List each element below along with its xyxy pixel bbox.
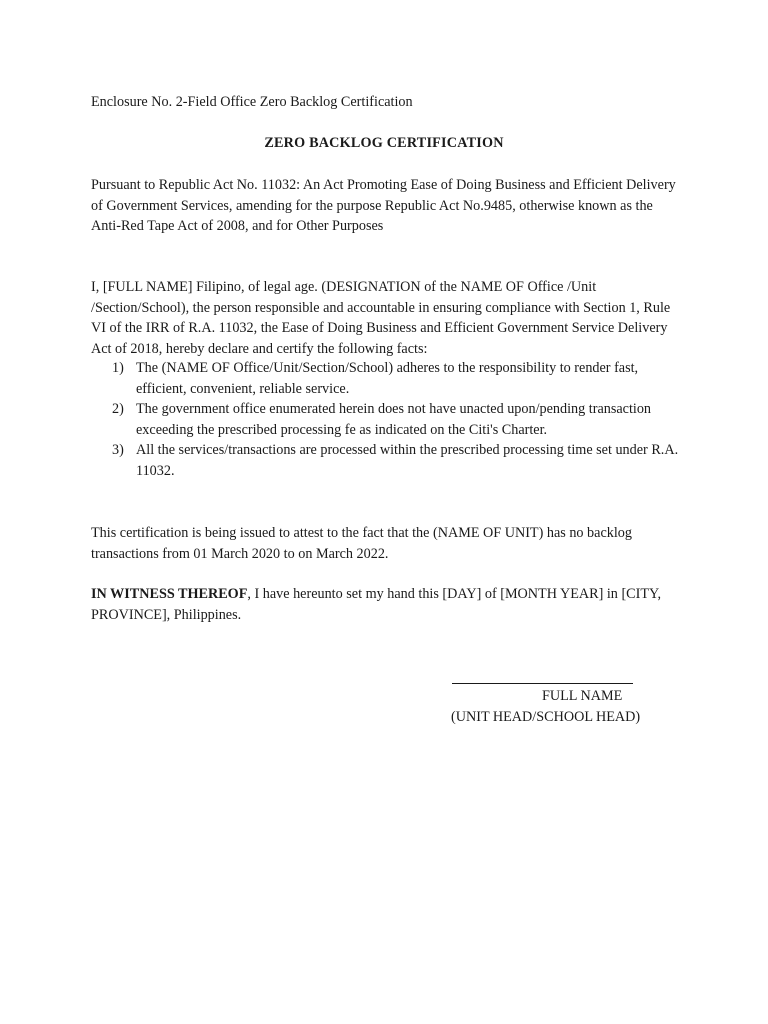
- signatory-name: FULL NAME: [542, 688, 623, 704]
- witness-paragraph: [91, 584, 681, 625]
- facts-list: [91, 358, 681, 481]
- document-title: ZERO BACKLOG CERTIFICATION: [264, 135, 504, 151]
- list-item-number: 2): [112, 401, 124, 417]
- list-item-text: The government office enumerated herein does not have unacted upon/pending transaction exceeding the prescribed processing fe as indicated on the Citi's Charter.: [136, 401, 652, 438]
- certification-paragraph: This certification is being issued to attest to the fact that the (NAME OF UNIT) has no backlog transactions from 01 March 2020 to on March 2022.: [91, 525, 632, 562]
- list-item-text: The (NAME OF Office/Unit/Section/School) adheres to the responsibility to render fast, efficient, convenient, reliable service.: [136, 360, 639, 397]
- preamble-paragraph: Pursuant to Republic Act No. 11032: An Act Promoting Ease of Doing Business and Efficient Delivery of Government Services, amending for the purpose Republic Act No.9485, otherwise known as the Anti-Red Tape Act of 2008, and for Other Purposes: [91, 177, 676, 234]
- list-item: [91, 399, 681, 440]
- list-item-number: 1): [112, 360, 124, 376]
- list-item: [91, 358, 681, 399]
- signatory-title: (UNIT HEAD/SCHOOL HEAD): [451, 709, 641, 725]
- witness-heading: IN WITNESS THEREOF: [91, 586, 248, 602]
- witness-text: , I have hereunto set my hand this [DAY] of [MONTH YEAR] in [CITY, PROVINCE], Philippines.: [91, 586, 661, 623]
- list-item-number: 3): [112, 442, 124, 458]
- list-item: [91, 440, 681, 481]
- declaration-paragraph: I, [FULL NAME] Filipino, of legal age. (DESIGNATION of the NAME OF Office /Unit /Section/School), the person responsible and accountable in ensuring compliance with Section 1, Rule VI of the IRR of R.A. 11032, the Ease of Doing Business and Efficient Government Service Delivery Act of 2018, hereby declare and certify the following facts:: [91, 279, 671, 357]
- list-item-text: All the services/transactions are processed within the prescribed processing time set under R.A. 11032.: [136, 442, 679, 479]
- signature-line: [452, 683, 633, 684]
- enclosure-label: Enclosure No. 2-Field Office Zero Backlog Certification: [91, 94, 413, 110]
